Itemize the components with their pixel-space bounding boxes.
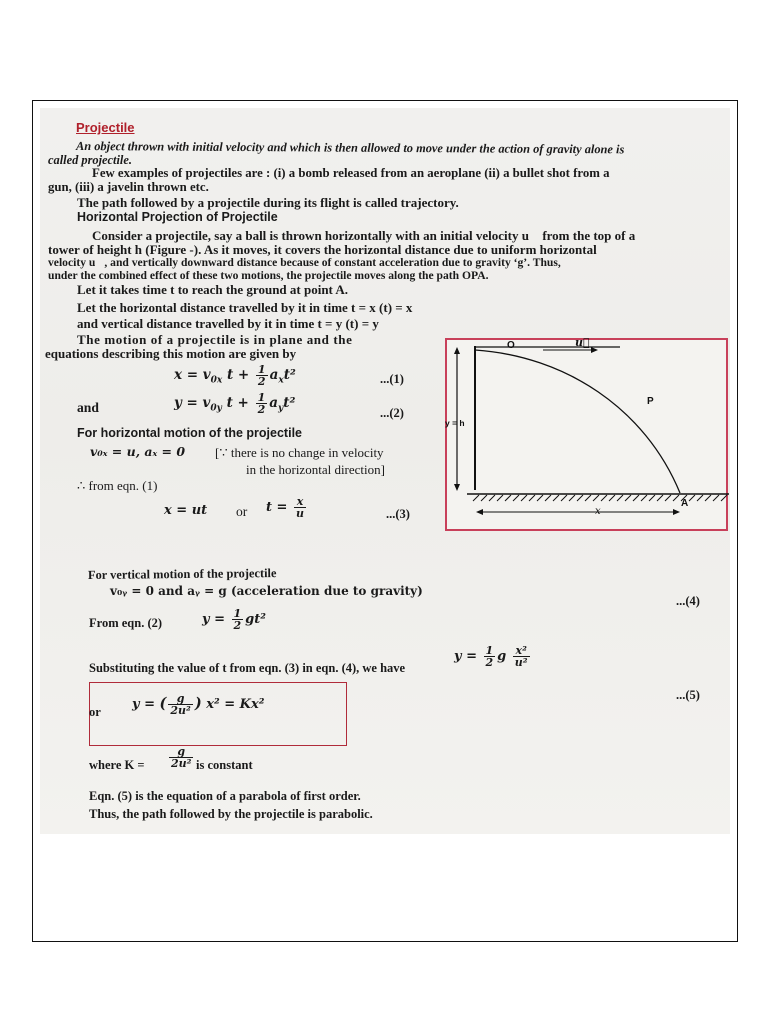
from-eqn-1-text: ∴ from eqn. (1)	[77, 478, 158, 493]
or-label-2: or	[89, 705, 101, 719]
equations-describing-text: equations describing this motion are given by	[45, 346, 297, 361]
label-h: y = h	[445, 418, 465, 428]
let-horizontal-text: Let the horizontal distance travelled by it in time t = x (t) = x	[77, 300, 413, 315]
equation-3-right: t = $\frac{x}{u}$	[266, 495, 304, 520]
consider-text-3: velocity u⃗, and vertically downward distance because of constant acceleration due to gravity ‘g’. Thus,	[48, 256, 561, 269]
equation-1-tag: ...(1)	[380, 372, 404, 386]
document-photo	[40, 108, 730, 834]
examples-text-cont: gun, (iii) a javelin thrown etc.	[48, 180, 209, 194]
section-title: Projectile	[76, 120, 135, 135]
horizontal-condition: v₀ₓ = u, aₓ = 0	[90, 444, 186, 459]
substituted-equation: y = $\frac{1}{2}$ g $\frac{\text{x²}}{\text{u²}}$	[454, 644, 528, 669]
equation-4: y = $\frac{1}{2}$ gt²	[202, 607, 266, 632]
where-k-tail: is constant	[196, 758, 253, 772]
consider-text-4: under the combined effect of these two motions, the projectile moves along the path OPA.	[48, 269, 489, 282]
where-k-label: where K =	[89, 758, 145, 772]
fraction-x2-over-u2: $\frac{\text{x²}}{\text{u²}}$	[514, 644, 528, 669]
horizontal-reason-1: [∵ there is no change in velocity	[215, 445, 384, 460]
fraction-g-over-2u2: $\frac{g}{\text{2u²}}$	[170, 692, 191, 717]
trajectory-text: The path followed by a projectile during its flight is called trajectory.	[77, 195, 459, 210]
for-horizontal-heading: For horizontal motion of the projectile	[77, 426, 302, 440]
consider-text-1: Consider a projectile, say a ball is thrown horizontally with an initial velocity u⃗ from the top of a	[92, 228, 636, 243]
conclusion-2: Thus, the path followed by the projectile is parabolic.	[89, 807, 373, 821]
equation-1: $x = v_{0x}$ t + $\frac{1}{2}$ $a_xt^2$	[174, 363, 296, 388]
substituting-text: Substituting the value of t from eqn. (3) in eqn. (4), we have	[89, 661, 406, 675]
equation-5-tag: ...(5)	[676, 688, 700, 702]
projectile-figure	[445, 338, 729, 532]
fraction-half-4: $\frac{1}{2}$	[233, 607, 242, 632]
horizontal-reason-2: in the horizontal direction]	[246, 462, 385, 477]
textbook-page	[40, 108, 730, 834]
horizontal-projection-heading: Horizontal Projection of Projectile	[77, 210, 278, 224]
fraction-x-over-u: $\frac{x}{u}$	[295, 495, 304, 520]
fraction-half-2: $\frac{1}{2}$	[257, 391, 266, 416]
definition-text: An object thrown with initial velocity and which is then allowed to move under the action of gravity alone is	[75, 139, 625, 157]
label-p: P	[647, 396, 654, 407]
label-a: A	[681, 498, 689, 509]
motion-plane-text: The motion of a projectile is in plane and the	[77, 332, 353, 347]
equation-2: $y = v_{0y}$ t + $\frac{1}{2}$ $a_yt^2$	[174, 391, 296, 416]
let-vertical-text: and vertical distance travelled by it in time t = y (t) = y	[77, 316, 379, 331]
fraction-half-1: $\frac{1}{2}$	[257, 363, 266, 388]
let-time-text: Let it takes time t to reach the ground at point A.	[77, 282, 349, 297]
equation-3-tag: ...(3)	[386, 507, 410, 521]
label-x: x	[595, 506, 601, 517]
vertical-condition: v₀ᵧ = 0 and aᵧ = g (acceleration due to gravity)	[110, 584, 423, 598]
consider-text-2: tower of height h (Figure -). As it moves, it covers the horizontal distance due to uniform horizontal	[48, 242, 597, 257]
definition-text-cont: called projectile.	[48, 153, 132, 167]
from-eqn-2-text: From eqn. (2)	[89, 616, 163, 630]
equation-5: y = ( $\frac{g}{\text{2u²}}$ ) x² = Kx²	[132, 692, 265, 717]
equation-4-tag: ...(4)	[676, 594, 700, 608]
label-o: O	[507, 340, 515, 351]
and-label: and	[77, 400, 99, 415]
equation-3-left: x = ut	[164, 503, 208, 518]
for-vertical-heading: For vertical motion of the projectile	[87, 566, 277, 582]
examples-text: Few examples of projectiles are : (i) a bomb released from an aeroplane (ii) a bullet shot from a	[92, 166, 610, 180]
conclusion-1: Eqn. (5) is the equation of a parabola of first order.	[89, 789, 361, 803]
label-u: u⃗	[575, 338, 590, 349]
fraction-k: $\frac{g}{\text{2u²}}$	[171, 745, 192, 770]
equation-2-tag: ...(2)	[380, 406, 404, 420]
where-k-fraction	[167, 746, 195, 769]
or-label: or	[236, 504, 248, 519]
fraction-half-sub: $\frac{1}{2}$	[485, 644, 494, 669]
